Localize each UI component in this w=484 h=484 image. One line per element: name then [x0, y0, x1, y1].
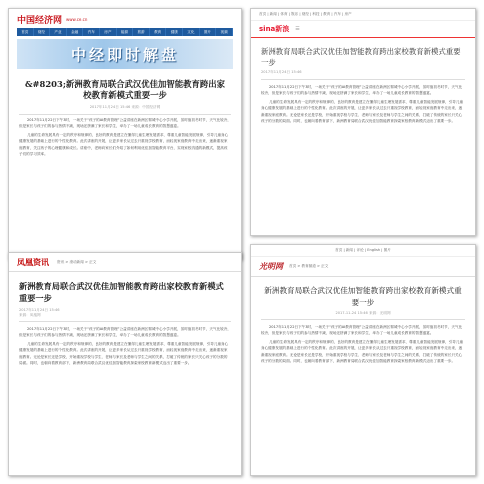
panel-ifeng [8, 252, 242, 476]
article-meta: 2017年11月24日 15:46 来源：中国经济网 [89, 105, 161, 109]
paragraph: 2017年11月22日下午3时，一场关于“孩子的AI教育管理”公益讲座在新洲区邾城中心小学开展，虽时值初冬时节，天气比较冷，但是家长与孩子们的参与热情不减，现场还挤满了家长和学生，举办了一场儿童成长教育的智慧盛宴。 [261, 325, 463, 336]
divider [261, 79, 465, 80]
article-meta: 2017-11-24 15:46 来源：光明网 [335, 311, 391, 315]
ifeng-logo[interactable]: 凤凰资讯 [17, 257, 49, 267]
paragraph: 2017年11月22日下午3时，一场关于“孩子的AI教育管理”公益讲座在新洲区邾城中心小学开展，虽时值初冬时节，天气比较冷，但是家长与孩子们的参与热情不减，现场还挤满了家长和学生，举办了一场儿童成长教育的智慧盛宴。 [19, 327, 231, 338]
article-meta: 2017年11月24日 15:46 [261, 70, 302, 74]
article-source: 来源：凤凰网 [19, 313, 41, 317]
divider [19, 321, 231, 322]
nav-item[interactable]: 首页 [17, 28, 34, 36]
divider [261, 319, 465, 320]
nav-item[interactable]: 金融 [67, 28, 84, 36]
banner-text: 中经即时解盘 [70, 45, 179, 64]
article-title: 新洲教育局联合武汉优佳加智能教育跨出家校教育新模式重要一步 [264, 286, 462, 307]
divider [19, 114, 231, 115]
gmw-top-links[interactable]: 首页 | 新闻 | 评论 | English | 图片 [251, 245, 475, 257]
paragraph: 儿童的生命发展具有一定的秩序和规律的，良好的教育是建立在懂得儿童生理发展需求、尊重儿童智能发展规律，引导儿童身心健康发展的基础上进行的个性化教育。此次讲座的开展，让更多家长从过去只重视学校教育，而轻视家庭教育中走出来，逐渐重视家庭教育。无论是家长还是学校，开始重视学校与学生、老师与家长及老师与学生之间的关系，打破了传统的家长只关心孩子的分数的局面。同时，也朝向着教育部下，新洲教育局联合武汉优佳加智能教育探索家校教育新模式迈出了重要一步。 [261, 99, 464, 124]
nav-item[interactable]: 教育 [150, 28, 167, 36]
nav-item[interactable]: 视频 [216, 28, 233, 36]
nav-item[interactable]: 能源 [117, 28, 134, 36]
nav-item[interactable]: 汽车 [83, 28, 100, 36]
ce-banner [17, 39, 233, 69]
nav-item[interactable]: 文化 [183, 28, 200, 36]
gmw-logo[interactable]: 光明网 [259, 261, 283, 271]
article-meta: 2017年11月24日 15:46 [19, 308, 60, 312]
nav-item[interactable]: 健康 [166, 28, 183, 36]
nav-item[interactable]: 图片 [200, 28, 217, 36]
breadcrumb[interactable]: 资讯 > 滚动新闻 > 正文 [57, 260, 97, 264]
breadcrumb[interactable]: 首页 > 教育频道 > 正文 [289, 264, 329, 268]
nav-item[interactable]: 产业 [50, 28, 67, 36]
paragraph: 儿童的生命发展具有一定的秩序和规律的，良好的教育是建立在懂得儿童生理发展需求、尊重儿童智能发展规律，引导儿童身心健康发展的基础上进行的个性化教育。此次讲座的开展，让更多家长从过去只重视学校教育，而轻视家庭教育中走出来，逐渐重视家庭教育。无论是家长还是学校，开始重视学校与学生、老师与家长及老师与学生之间的关系，打破了传统的家长只关心孩子的分数的局面。同时，也朝向着教育部下，新洲教育局联合武汉优佳加智能教育探索家校教育新模式迈出了重要一步。 [19, 341, 229, 366]
ce-nav [17, 28, 233, 36]
panel-ce [8, 8, 242, 260]
article-title: 新洲教育局联合武汉优佳加智能教育跨出家校教育新模式重要一步 [19, 281, 224, 303]
ce-logo-url: www.ce.cn [66, 17, 88, 22]
nav-item[interactable]: 房产 [100, 28, 117, 36]
sina-top-links[interactable]: 首页 | 新闻 | 体育 | 娱乐 | 财经 | 科技 | 教育 | 汽车 | 房产 [251, 9, 475, 21]
sina-logo[interactable]: sina新浪 [259, 25, 290, 33]
paragraph: 儿童的生命发展具有一定的秩序和规律的，良好的教育是建立在懂得儿童生理发展需求、尊重儿童智能发展规律，引导儿童身心健康发展的基础上进行的个性化教育。此次讲座的开展，让更多家长从过去只重视学校教育，而轻视家庭教育中走出来，逐渐重视家庭教育，关注孩子的心理健康和成长。讲座中，老师向家长们介绍了如何利用优佳加智能教育平台，实现家校沟通的新模式，提高孩子们的学习效率。 [19, 132, 229, 157]
ce-logo[interactable]: 中国经济网 [17, 16, 63, 26]
paragraph: 2017年11月22日下午3时，一场关于“孩子的AI教育管理”公益讲座在新洲区邾城中心小学开展，虽时值初冬时节，天气比较冷，但是家长与孩子们的参与热情不减，现场还挤满了家长和学生，举办了一场儿童成长教育的智慧盛宴。 [261, 85, 463, 96]
panel-gmw [250, 244, 476, 476]
article-title: 新洲教育局联合武汉优佳加智能教育跨出家校教育新模式重要一步 [261, 47, 461, 67]
panel-sina [250, 8, 476, 236]
paragraph: 儿童的生命发展具有一定的秩序和规律的，良好的教育是建立在懂得儿童生理发展需求、尊重儿童智能发展规律，引导儿童身心健康发展的基础上进行的个性化教育。此次讲座的开展，让更多家长从过去只重视学校教育，而轻视家庭教育中走出来，逐渐重视家庭教育。无论是家长还是学校，开始重视学校与学生、老师与家长及老师与学生之间的关系，打破了传统的家长只关心孩子的分数的局面。同时，也朝向着教育部下，新洲教育局联合武汉优佳加智能教育探索家校教育新模式迈出了重要一步。 [261, 339, 464, 364]
menu-icon[interactable]: ☰ [295, 26, 300, 32]
article-title: &#8203;新洲教育局联合武汉优佳加智能教育跨出家校教育新模式重要一步 [24, 79, 226, 100]
nav-item[interactable]: 旅游 [133, 28, 150, 36]
nav-item[interactable]: 财经 [34, 28, 51, 36]
paragraph: 2017年11月22日下午3时，一场关于“孩子的AI教育管理”公益讲座在新洲区邾城中心小学开展，虽时值初冬时节，天气比较冷，但是家长与孩子们的参与热情不减，现场还挤满了家长和学生，举办了一场儿童成长教育的智慧盛宴。 [19, 118, 231, 129]
